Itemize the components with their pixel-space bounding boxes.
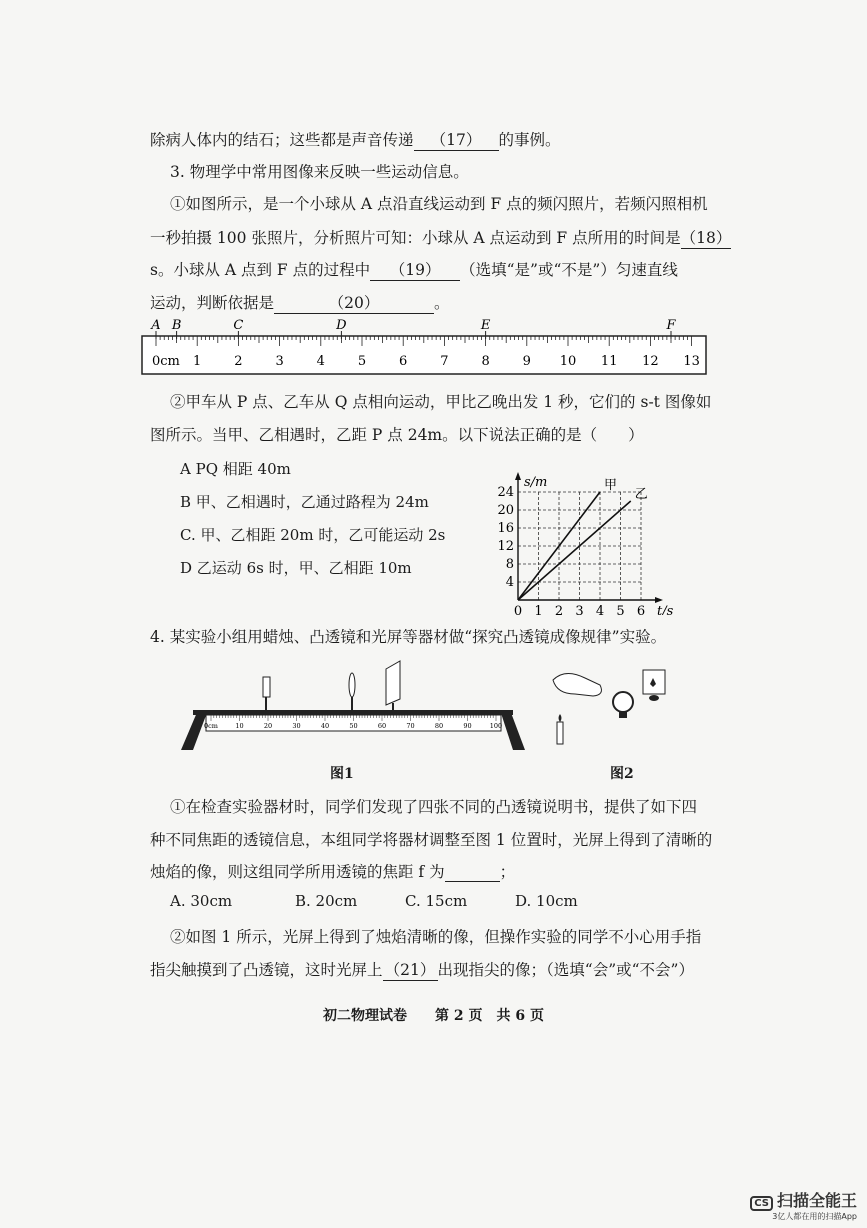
bench-number: 100 [489, 722, 503, 730]
ruler-number: 2 [234, 354, 243, 369]
q3-p1-line4-tail: 。 [434, 294, 450, 312]
ruler-number: 12 [642, 354, 659, 369]
option-c: C. 甲、乙相距 20m 时，乙可能运动 2s [180, 526, 446, 544]
blank-20: （20） [274, 291, 434, 314]
hand-icon [553, 673, 601, 696]
watermark-brand [750, 1188, 857, 1211]
optical-bench-figure [178, 655, 528, 755]
blank-18: （18） [681, 226, 731, 249]
y-tick-label: 24 [497, 485, 514, 500]
q4-p1-line3-text: 烛焰的像，则这组同学所用透镜的焦距 f 为 [150, 863, 445, 881]
fig1-label: 图1 [330, 766, 354, 782]
screen-icon [386, 661, 400, 705]
ruler-point-label: A [151, 318, 161, 333]
q3-p2-line1: ②甲车从 P 点、乙车从 Q 点相向运动，甲比乙晚出发 1 秒，它们的 s-t 图像如 [170, 393, 712, 411]
ruler-number: 10 [559, 354, 577, 369]
series-label: 甲 [604, 478, 618, 493]
q4-p2-line2 [150, 958, 694, 981]
series-label: 乙 [634, 487, 648, 502]
intro-text: 除病人体内的结石；这些都是声音传递 [150, 131, 414, 149]
q3-p1-line2 [150, 226, 731, 249]
q3-p1-line4 [150, 291, 450, 314]
x-tick-label: 1 [534, 604, 543, 615]
q3-title: 3. 物理学中常用图像来反映一些运动信息。 [170, 163, 469, 181]
ruler-number: 4 [316, 354, 325, 369]
y-tick-label: 8 [505, 557, 514, 572]
watermark-tagline: 3亿人都在用的扫描App [772, 1212, 857, 1221]
bench-number: 50 [349, 722, 358, 730]
intro-line [150, 128, 561, 151]
q3-p1-line3-text: s。小球从 A 点到 F 点的过程中 [150, 261, 371, 279]
fig2-label: 图2 [610, 766, 634, 782]
ruler-figure [140, 312, 710, 377]
q4-p1-line3-tail: ； [499, 863, 516, 881]
scanner-watermark [750, 1188, 857, 1222]
series-line [518, 501, 631, 600]
ruler-number: 3 [275, 354, 284, 369]
ruler-number: 6 [399, 354, 408, 369]
scanner-logo-icon: CS [750, 1196, 773, 1211]
y-tick-label: 16 [497, 521, 514, 536]
ruler-number: 13 [683, 354, 700, 369]
q3-p1-line1: ①如图所示，是一个小球从 A 点沿直线运动到 F 点的频闪照片，若频闪照相机 [170, 195, 708, 213]
screen-stand [386, 661, 400, 710]
x-tick-label: 4 [595, 604, 605, 615]
x-axis-arrow [655, 597, 663, 603]
x-tick-label: 5 [616, 604, 625, 615]
watermark-brand-text: 扫描全能王 [776, 1191, 857, 1210]
ruler-number: 0cm [152, 354, 180, 369]
bench-number: 0cm [204, 722, 218, 730]
ruler-number: 9 [522, 354, 531, 369]
choice-d: D. 10cm [515, 892, 578, 910]
x-tick-label: 3 [575, 604, 584, 615]
option-d: D 乙运动 6s 时，甲、乙相距 10m [180, 559, 412, 577]
x-axis-label: t/s [657, 604, 674, 615]
ruler-point-label: F [666, 318, 676, 333]
q4-p2-line2-tail: 出现指尖的像；（选填“会”或“不会”） [437, 961, 694, 979]
q4-p1-line1: ①在检查实验器材时，同学们发现了四张不同的凸透镜说明书，提供了如下四 [170, 798, 698, 816]
q4-p2-line2-text: 指尖触摸到了凸透镜，这时光屏上 [150, 961, 383, 979]
blank-19: （19） [370, 258, 460, 281]
q3-p2-line2: 图所示。当甲、乙相遇时，乙距 P 点 24m。以下说法正确的是（ ） [150, 426, 644, 444]
y-tick-label: 12 [497, 539, 514, 554]
bench-number: 60 [377, 722, 387, 730]
q4-choices [170, 892, 578, 910]
lens-stand [349, 673, 355, 710]
y-tick-label: 4 [505, 575, 514, 590]
ruler-point-label: E [480, 318, 491, 333]
q4-p1-line2: 种不同焦距的透镜信息，本组同学将器材调整至图 1 位置时，光屏上得到了清晰的 [150, 831, 713, 849]
y-tick-label: 20 [497, 503, 514, 518]
q3-p1-line4-text: 运动，判断依据是 [150, 294, 275, 312]
q4-p1-line3 [150, 860, 515, 882]
lens-glass-icon [613, 692, 633, 712]
choice-c: C. 15cm [405, 892, 468, 910]
figure-2 [545, 660, 675, 750]
bench-number: 80 [434, 722, 444, 730]
intro-end: 的事例。 [498, 131, 561, 149]
candle-small-icon [557, 722, 563, 744]
option-b: B 甲、乙相遇时，乙通过路程为 24m [180, 493, 429, 511]
bench-number: 40 [320, 722, 330, 730]
bench-number: 30 [292, 722, 301, 730]
ruler-number: 5 [357, 354, 367, 369]
bench-number: 20 [263, 722, 273, 730]
bench-number: 70 [406, 722, 415, 730]
y-axis-label: s/m [524, 475, 548, 490]
s-t-chart [490, 445, 690, 615]
q3-p1-line3 [150, 258, 678, 281]
ruler-point-label: D [336, 318, 347, 333]
x-tick-label: 0 [513, 604, 523, 615]
q4-p2-line1: ②如图 1 所示，光屏上得到了烛焰清晰的像，但操作实验的同学不小心用手指 [170, 928, 702, 946]
q3-p1-line2-text: 一秒拍摄 100 张照片，分析照片可知：小球从 A 点运动到 F 点所用的时间是 [150, 229, 681, 247]
bench-left-leg [181, 710, 208, 750]
ruler-number: 8 [481, 354, 490, 369]
bench-right-leg [500, 710, 525, 750]
lens-icon [349, 673, 355, 697]
blank-focal [445, 863, 500, 882]
x-tick-label: 6 [636, 604, 646, 615]
blank-17: （17） [414, 128, 499, 151]
q3-p1-line3-tail: （选填“是”或“不是”）匀速直线 [460, 261, 678, 279]
bench-number: 90 [463, 722, 472, 730]
ruler-number: 11 [600, 354, 618, 369]
ruler-point-label: B [171, 318, 182, 333]
ruler-number: 1 [193, 354, 202, 369]
y-axis-arrow [515, 472, 521, 480]
choice-a: A. 30cm [170, 892, 233, 910]
ruler-point-label: C [233, 318, 244, 333]
bench-rail [193, 710, 513, 715]
ruler-number: 7 [440, 354, 449, 369]
candle-stand [263, 677, 270, 710]
option-a: A PQ 相距 40m [180, 460, 291, 478]
q4-title: 4. 某实验小组用蜡烛、凸透镜和光屏等器材做“探究凸透镜成像规律”实验。 [150, 628, 667, 646]
bench-number: 10 [235, 722, 244, 730]
choice-b: B. 20cm [295, 892, 358, 910]
page-footer: 初二物理试卷 第 2 页 共 6 页 [323, 1008, 544, 1024]
candle-icon [263, 677, 270, 697]
blank-21: （21） [383, 958, 438, 981]
x-tick-label: 2 [554, 604, 564, 615]
